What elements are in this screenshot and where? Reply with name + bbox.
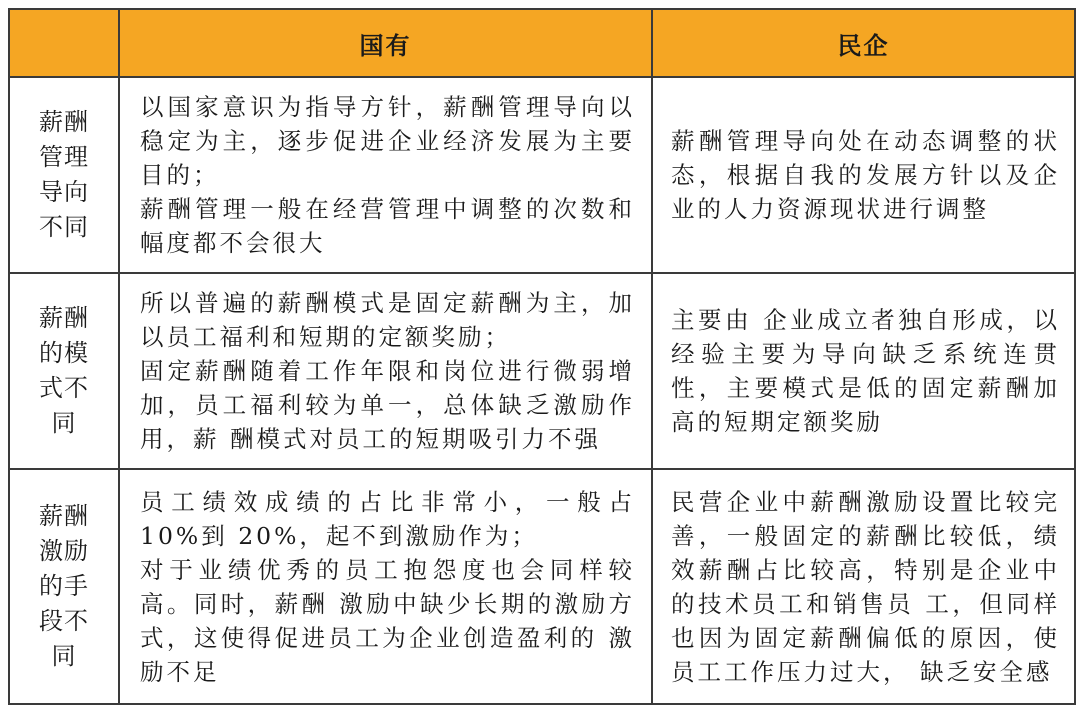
row-label: 薪酬激励的手段不同	[39, 502, 89, 670]
table-row	[9, 469, 1075, 704]
private-cell	[652, 77, 1075, 273]
state-owned-paragraph: 以国家意识为指导方针，薪酬管理导向以稳定为主，逐步促进企业经济发展为主要目的；	[140, 93, 635, 189]
comparison-table	[8, 8, 1076, 705]
state-owned-paragraph: 固定薪酬随着工作年限和岗位进行微弱增加，员工福利较为单一，总体缺乏激励作用，薪 酬模式对员工的短期吸引力不强	[140, 357, 635, 453]
header-state-owned: 国有	[119, 9, 652, 77]
state-owned-paragraph: 所以普遍的薪酬模式是固定薪酬为主，加以员工福利和短期的定额奖励；	[140, 289, 635, 351]
private-paragraph: 主要由 企业成立者独自形成，以经验主要为导向缺乏系统连贯性，主要模式是低的固定薪酬加高的短期定额奖励	[671, 306, 1060, 436]
state-owned-cell	[119, 77, 652, 273]
table-row	[9, 273, 1075, 469]
state-owned-cell	[119, 469, 652, 704]
row-label-cell	[9, 469, 119, 704]
state-owned-paragraph: 对于业绩优秀的员工抱怨度也会同样较高。同时，薪酬 激励中缺少长期的激励方式，这使得促进员工为企业创造盈利的 激励不足	[140, 555, 635, 686]
row-label: 薪酬的模式不同	[39, 304, 89, 437]
state-owned-cell	[119, 273, 652, 469]
header-corner-cell	[9, 9, 119, 77]
private-paragraph: 民营企业中薪酬激励设置比较完善，一般固定的薪酬比较低，绩效薪酬占比较高，特别是企业中的技术员工和销售员 工，但同样也因为固定薪酬偏低的原因，使员工工作压力过大， 缺乏安全感	[671, 487, 1060, 686]
state-owned-paragraph: 员工绩效成绩的占比非常小，一般占 10%到 20%，起不到激励作为；	[140, 487, 635, 550]
row-label-cell	[9, 273, 119, 469]
state-owned-paragraph: 薪酬管理一般在经营管理中调整的次数和幅度都不会很大	[140, 195, 635, 257]
header-private: 民企	[652, 9, 1075, 77]
private-cell	[652, 273, 1075, 469]
private-cell	[652, 469, 1075, 704]
private-paragraph: 薪酬管理导向处在动态调整的状态，根据自我的发展方针以及企业的人力资源现状进行调整	[671, 127, 1060, 223]
row-label: 薪酬管理导向不同	[39, 108, 89, 241]
header-row	[9, 9, 1075, 77]
row-label-cell	[9, 77, 119, 273]
table-row	[9, 77, 1075, 273]
comparison-page	[8, 8, 1074, 701]
